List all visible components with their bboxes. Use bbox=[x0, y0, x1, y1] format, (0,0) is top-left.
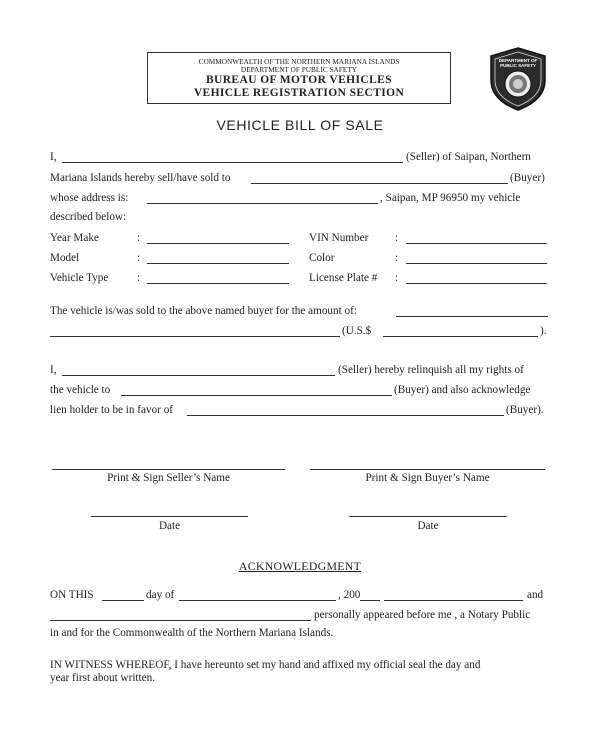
vin-field[interactable] bbox=[406, 243, 547, 244]
address-suffix: , Saipan, MP 96950 my vehicle bbox=[380, 192, 521, 204]
amount-text: The vehicle is/was sold to the above named buyer for the amount of: bbox=[50, 305, 357, 317]
acknowledgment-title: ACKNOWLEDGMENT bbox=[238, 559, 362, 573]
vehicle-to-buyer-line[interactable] bbox=[121, 395, 392, 396]
buyer-date-label: Date bbox=[417, 520, 439, 532]
color-field[interactable] bbox=[406, 263, 547, 264]
colon: : bbox=[395, 232, 399, 244]
year-make-field[interactable] bbox=[147, 243, 289, 244]
usd-close: ). bbox=[540, 325, 547, 337]
color-label: Color bbox=[309, 252, 335, 264]
vehicle-to-text: the vehicle to bbox=[50, 384, 111, 396]
badge-seal-icon bbox=[485, 46, 551, 112]
address-label: whose address is: bbox=[50, 192, 129, 204]
commonwealth-text: in and for the Commonwealth of the Northern Mariana Islands. bbox=[50, 627, 334, 639]
relinquish-intro: I, bbox=[50, 364, 57, 376]
witness-text-2: year first about written. bbox=[50, 672, 156, 684]
seller-of-saipan: (Seller) of Saipan, Northern bbox=[406, 151, 531, 163]
relinquish-text: (Seller) hereby relinquish all my rights of bbox=[338, 364, 524, 376]
buyer-label: (Buyer) bbox=[510, 172, 545, 184]
ack-month-field[interactable] bbox=[179, 600, 336, 601]
header-commonwealth: COMMONWEALTH OF THE NORTHERN MARIANA ISLANDS bbox=[198, 57, 400, 66]
header-department: DEPARTMENT OF PUBLIC SAFETY bbox=[240, 65, 358, 74]
lien-holder-text: lien holder to be in favor of bbox=[50, 404, 174, 416]
agency-header bbox=[147, 52, 451, 104]
and-text: and bbox=[527, 589, 544, 601]
lien-holder-line[interactable] bbox=[187, 415, 504, 416]
buyer-signature-line[interactable] bbox=[310, 469, 545, 470]
vehicle-type-label: Vehicle Type bbox=[50, 272, 109, 284]
seal-label: DEPARTMENT OF PUBLIC SAFETY bbox=[498, 58, 538, 68]
relinquish-seller-line[interactable] bbox=[62, 375, 335, 376]
year-make-label: Year Make bbox=[50, 232, 99, 244]
described-below: described below: bbox=[50, 211, 127, 223]
appeared-text: personally appeared before me , a Notary Public bbox=[314, 609, 531, 621]
ack-appeared-line[interactable] bbox=[50, 620, 311, 621]
colon: : bbox=[137, 252, 141, 264]
lien-buyer-label: (Buyer). bbox=[506, 404, 544, 416]
model-label: Model bbox=[50, 252, 80, 264]
header-bureau: BUREAU OF MOTOR VEHICLES bbox=[205, 74, 393, 86]
seller-signature-line[interactable] bbox=[52, 469, 285, 470]
seller-name-line[interactable] bbox=[62, 162, 403, 163]
witness-text: IN WITNESS WHEREOF, I have hereunto set my hand and affixed my official seal the day and bbox=[50, 659, 481, 671]
address-line[interactable] bbox=[147, 203, 378, 204]
license-plate-label: License Plate # bbox=[309, 272, 378, 284]
ack-year-field[interactable] bbox=[360, 600, 380, 601]
colon: : bbox=[137, 232, 141, 244]
license-plate-field[interactable] bbox=[406, 283, 547, 284]
day-of-text: day of bbox=[146, 589, 175, 601]
usd-label: (U.S.$ bbox=[342, 325, 372, 337]
colon: : bbox=[137, 272, 141, 284]
usd-amount-field[interactable] bbox=[383, 336, 538, 337]
seller-date-label: Date bbox=[158, 520, 181, 532]
ack-name-field[interactable] bbox=[384, 600, 523, 601]
colon: : bbox=[395, 272, 399, 284]
ack-day-field[interactable] bbox=[102, 600, 144, 601]
model-field[interactable] bbox=[147, 263, 289, 264]
buyer-name-line[interactable] bbox=[251, 183, 508, 184]
amount-words-line-2[interactable] bbox=[50, 336, 340, 337]
header-section: VEHICLE REGISTRATION SECTION bbox=[193, 87, 405, 99]
year-prefix: , 200 bbox=[338, 589, 361, 601]
seller-intro: I, bbox=[50, 151, 57, 163]
acknowledge-text: (Buyer) and also acknowledge bbox=[394, 384, 531, 396]
amount-words-line-1[interactable] bbox=[396, 316, 548, 317]
vehicle-type-field[interactable] bbox=[147, 283, 289, 284]
seller-date-line[interactable] bbox=[91, 516, 248, 517]
on-this-text: ON THIS bbox=[50, 589, 94, 601]
colon: : bbox=[395, 252, 399, 264]
sold-to-text: Mariana Islands hereby sell/have sold to bbox=[50, 172, 231, 184]
buyer-signature-label: Print & Sign Buyer’s Name bbox=[365, 472, 490, 484]
buyer-date-line[interactable] bbox=[349, 516, 507, 517]
seller-signature-label: Print & Sign Seller’s Name bbox=[107, 472, 230, 484]
document-title: VEHICLE BILL OF SALE bbox=[216, 117, 384, 133]
vin-label: VIN Number bbox=[309, 232, 369, 244]
